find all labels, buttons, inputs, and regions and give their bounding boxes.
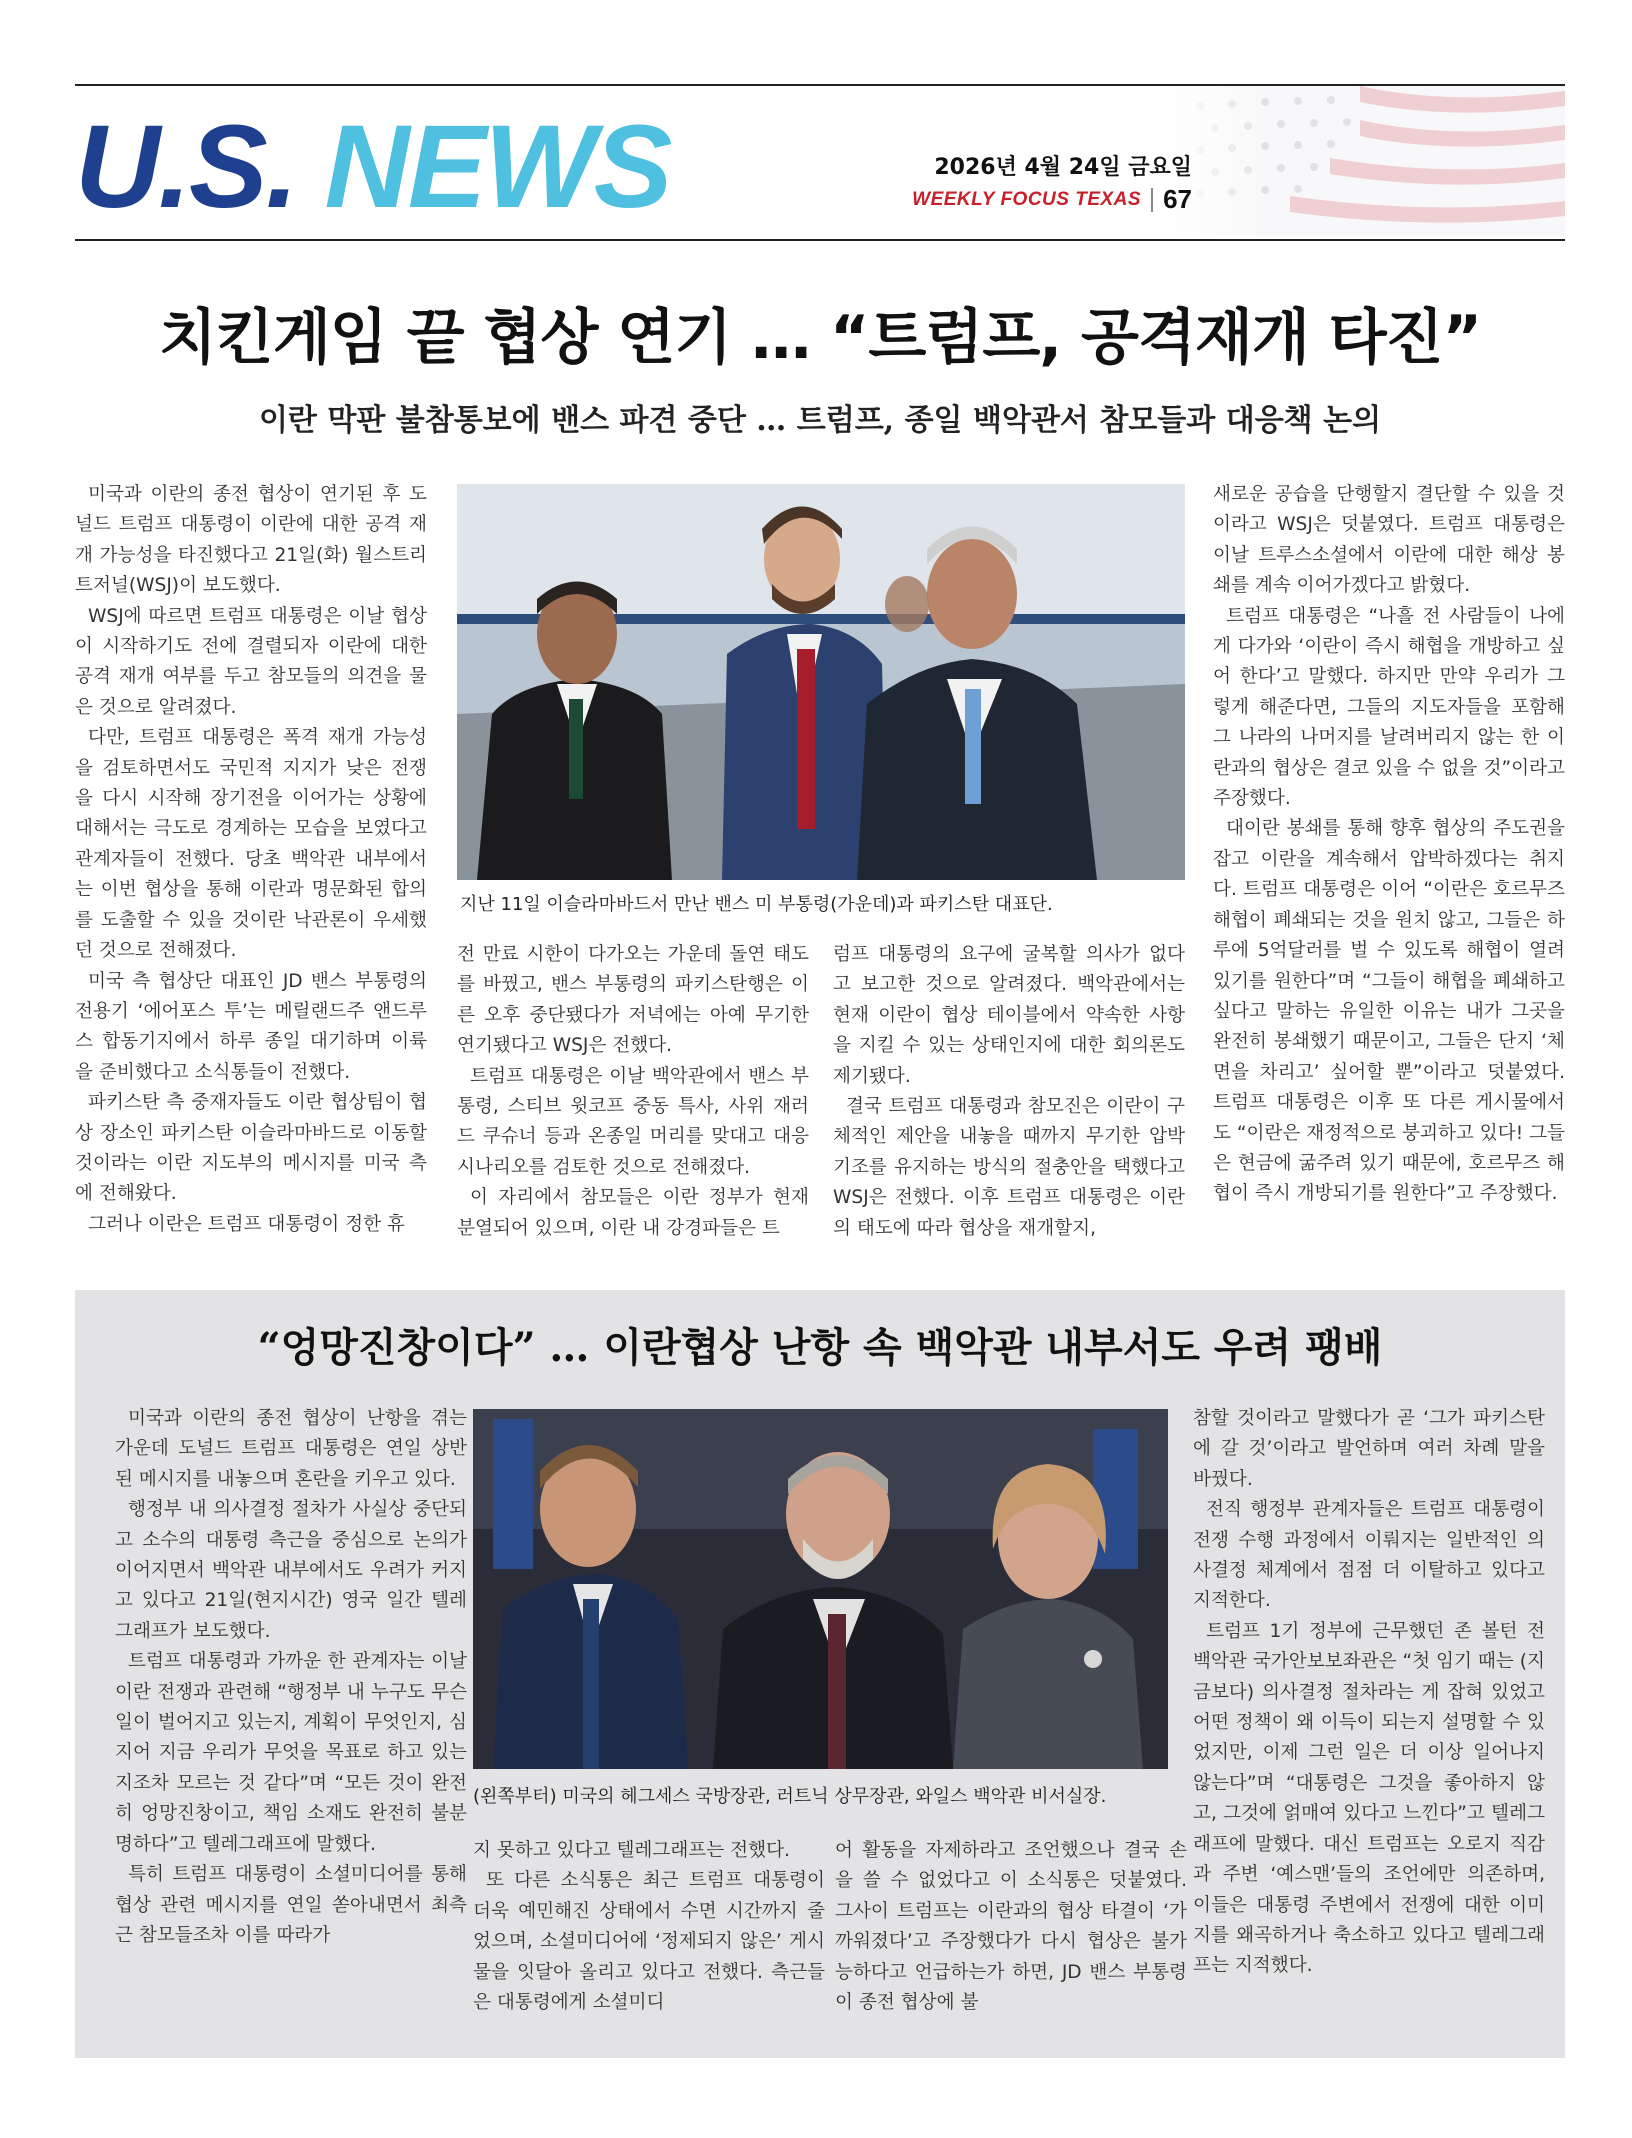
paragraph: 미국과 이란의 종전 협상이 연기된 후 도널드 트럼프 대통령이 이란에 대한 공격 재개 가능성을 타진했다고 21일(화) 월스트리트저널(WSJ)이 보도했다.	[75, 484, 427, 597]
article2-column-1	[115, 1404, 467, 1951]
paragraph: 어 활동을 자제하라고 조언했으나 결국 손을 쓸 수 없었다고 이 소식통은 덧붙였다. 그사이 트럼프는 이란과의 협상 타결이 ‘가까워졌다’고 주장했다가 다시 협상은 불가능하다고 언급하는가 하면, JD 밴스 부통령이 종전 협상에 불	[835, 1840, 1187, 2014]
article1-column-3	[833, 940, 1185, 1244]
masthead-bottom-rule	[75, 239, 1565, 241]
page-number: 67	[1163, 184, 1192, 214]
paragraph: 특히 트럼프 대통령이 소셜미디어를 통해 협상 관련 메시지를 연일 쏟아내면서 최측근 참모들조차 이를 따라가	[115, 1864, 467, 1946]
article2-headline: “엉망진창이다” … 이란협상 난항 속 백악관 내부서도 우려 팽배	[257, 1324, 1383, 1371]
article2-photo	[473, 1409, 1168, 1769]
paragraph: 미국 측 협상단 대표인 JD 밴스 부통령의 전용기 ‘에어포스 투’는 메릴랜드주 앤드루스 합동기지에서 하루 종일 대기하며 이륙을 준비했다고 소식통들이 전했다.	[75, 970, 427, 1083]
masthead-us: U.S.	[75, 101, 297, 233]
article2-photo-caption: (왼쪽부터) 미국의 헤그세스 국방장관, 러트닉 상무장관, 와일스 백악관 비서실장.	[473, 1786, 1107, 1807]
masthead-news: NEWS	[324, 101, 671, 233]
paragraph: 대이란 봉쇄를 통해 향후 협상의 주도권을 잡고 이란을 계속해서 압박하겠다는 취지다. 트럼프 대통령은 이어 “이란은 호르무즈 해협이 폐쇄되는 것을 원치 않고, 그들은 하루에 5억달러를 벌 수 있도록 해협이 열려 있기를 원한다”며 “그들이 해협을 폐쇄하고 싶다고 말하는 유일한 이유는 내가 그곳을 완전히 봉쇄했기 때문이고, 그들은 단지 ‘체면을 차리고’ 싶어할 뿐”이라고 덧붙였다. 트럼프 대통령은 이후 또 다른 게시물에서도 “이란은 재정적으로 붕괴하고 있다! 그들은 현금에 굶주려 있기 때문에, 호르무즈 해협이 즉시 개방되기를 원한다”고 주장했다.	[1213, 818, 1565, 1205]
divider	[1151, 188, 1153, 212]
publication-name: WEEKLY FOCUS TEXAS	[912, 188, 1142, 210]
american-flag-graphic	[1170, 86, 1565, 236]
section-masthead	[75, 101, 671, 233]
article2-column-4	[1193, 1404, 1545, 1982]
article1-headline: 치킨게임 끝 협상 연기 … “트럼프, 공격재개 타진”	[158, 303, 1482, 373]
article1-column-4	[1213, 480, 1565, 1210]
article1-column-1	[75, 480, 427, 1240]
article2-column-2	[473, 1836, 825, 2018]
paragraph: 트럼프 대통령은 “나흘 전 사람들이 나에게 다가와 ‘이란이 즉시 해협을 개방하고 싶어 한다’고 말했다. 하지만 만약 우리가 그렇게 해준다면, 그들의 지도자들을 포함해 그 나라의 나머지를 날려버리지 않는 한 이란과의 협상은 결코 있을 수 없을 것”이라고 주장했다.	[1213, 605, 1565, 810]
paragraph: 또 다른 소식통은 최근 트럼프 대통령이 더욱 예민해진 상태에서 수면 시간까지 줄었으며, 소셜미디어에 ‘정제되지 않은’ 게시물을 잇달아 올리고 있다고 전했다. 측근들은 대통령에게 소셜미디	[473, 1870, 825, 2014]
article1-subheadline: 이란 막판 불참통보에 밴스 파견 중단 … 트럼프, 종일 백악관서 참모들과 대응책 논의	[258, 403, 1382, 438]
paragraph: 그러나 이란은 트럼프 대통령이 정한 휴	[88, 1213, 405, 1235]
paragraph: 결국 트럼프 대통령과 참모진은 이란이 구체적인 제안을 내놓을 때까지 무기한 압박 기조를 유지하는 방식의 절충안을 택했다고 WSJ은 전했다. 이후 트럼프 대통령은 이란의 태도에 따라 협상을 재개할지,	[833, 1096, 1185, 1239]
paragraph: 다만, 트럼프 대통령은 폭격 재개 가능성을 검토하면서도 국민적 지지가 낮은 전쟁을 다시 시작해 장기전을 이어가는 상황에 대해서는 극도로 경계하는 모습을 보였다고 관계자들이 전했다. 당초 백악관 내부에서는 이번 협상을 통해 이란과 명문화된 합의를 도출할 수 있을 것이란 낙관론이 우세했던 것으로 전해졌다.	[75, 727, 427, 962]
paragraph: WSJ에 따르면 트럼프 대통령은 이날 협상이 시작하기도 전에 결렬되자 이란에 대한 공격 재개 여부를 두고 참모들의 의견을 물은 것으로 알려졌다.	[75, 605, 427, 718]
paragraph: 럼프 대통령의 요구에 굴복할 의사가 없다고 보고한 것으로 알려졌다. 백악관에서는 현재 이란이 협상 테이블에서 약속한 사항을 지킬 수 있는 상태인지에 대한 회의론도 제기됐다.	[833, 944, 1185, 1087]
article1-column-2	[457, 940, 809, 1244]
paragraph: 전직 행정부 관계자들은 트럼프 대통령이 전쟁 수행 과정에서 이뤄지는 일반적인 의사결정 체계에서 점점 더 이탈하고 있다고 지적한다.	[1193, 1499, 1545, 1612]
paragraph: 트럼프 1기 정부에 근무했던 존 볼턴 전 백악관 국가안보보좌관은 “첫 임기 때는 (지금보다) 의사결정 절차라는 게 잡혀 있었고 어떤 정책이 왜 이득이 되는지 설명할 수 있었지만, 이제 그런 일은 더 이상 일어나지 않는다”며 “대통령은 그것을 좋아하지 않고, 그것에 얽매여 있다고 느낀다”고 텔레그래프에 말했다. 대신 트럼프는 오로지 직감과 주변 ‘예스맨’들의 조언에만 의존하며, 이들은 대통령 주변에서 전쟁에 대한 이미지를 왜곡하거나 축소하고 있다고 텔레그래프는 지적했다.	[1193, 1620, 1545, 1977]
article1-photo	[457, 484, 1185, 880]
article2-column-3	[835, 1836, 1187, 2018]
publication-line	[912, 184, 1192, 215]
paragraph: 이 자리에서 참모들은 이란 정부가 현재 분열되어 있으며, 이란 내 강경파들은 트	[457, 1187, 809, 1239]
paragraph: 지 못하고 있다고 텔레그래프는 전했다.	[473, 1840, 790, 1861]
paragraph: 행정부 내 의사결정 절차가 사실상 중단되고 소수의 대통령 측근을 중심으로 논의가 이어지면서 백악관 내부에서도 우려가 커지고 있다고 21일(현지시간) 영국 일간 텔레그래프가 보도했다.	[115, 1499, 467, 1642]
issue-date: 2026년 4월 24일 금요일	[934, 155, 1192, 180]
paragraph: 트럼프 대통령은 이날 백악관에서 밴스 부통령, 스티브 윗코프 중동 특사, 사위 재러드 쿠슈너 등과 온종일 머리를 맞대고 대응 시나리오를 검토한 것으로 전해졌다.	[457, 1065, 809, 1178]
paragraph: 트럼프 대통령과 가까운 한 관계자는 이날 이란 전쟁과 관련해 “행정부 내 누구도 무슨 일이 벌어지고 있는지, 계획이 무엇인지, 심지어 지금 우리가 무엇을 목표로 하고 있는지조차 모르는 것 같다”며 “모든 것이 완전히 엉망진창이고, 책임 소재도 완전히 불분명하다”고 텔레그래프에 말했다.	[115, 1651, 467, 1855]
paragraph: 참할 것이라고 말했다가 곧 ‘그가 파키스탄에 갈 것’이라고 발언하며 여러 차례 말을 바꿨다.	[1193, 1408, 1545, 1490]
paragraph: 파키스탄 측 중재자들도 이란 협상팀이 협상 장소인 파키스탄 이슬라마바드로 이동할 것이라는 이란 지도부의 메시지를 미국 측에 전해왔다.	[75, 1092, 427, 1205]
paragraph: 미국과 이란의 종전 협상이 난항을 겪는 가운데 도널드 트럼프 대통령은 연일 상반된 메시지를 내놓으며 혼란을 키우고 있다.	[115, 1408, 467, 1490]
article1-photo-caption: 지난 11일 이슬라마바드서 만난 밴스 미 부통령(가운데)과 파키스탄 대표단.	[460, 894, 1053, 915]
paragraph: 새로운 공습을 단행할지 결단할 수 있을 것이라고 WSJ은 덧붙였다. 트럼프 대통령은 이날 트루스소셜에서 이란에 대한 해상 봉쇄를 계속 이어가겠다고 밝혔다.	[1213, 484, 1565, 597]
paragraph: 전 만료 시한이 다가오는 가운데 돌연 태도를 바꿨고, 밴스 부통령의 파키스탄행은 이른 오후 중단됐다가 저녁에는 아예 무기한 연기됐다고 WSJ은 전했다.	[457, 944, 809, 1057]
